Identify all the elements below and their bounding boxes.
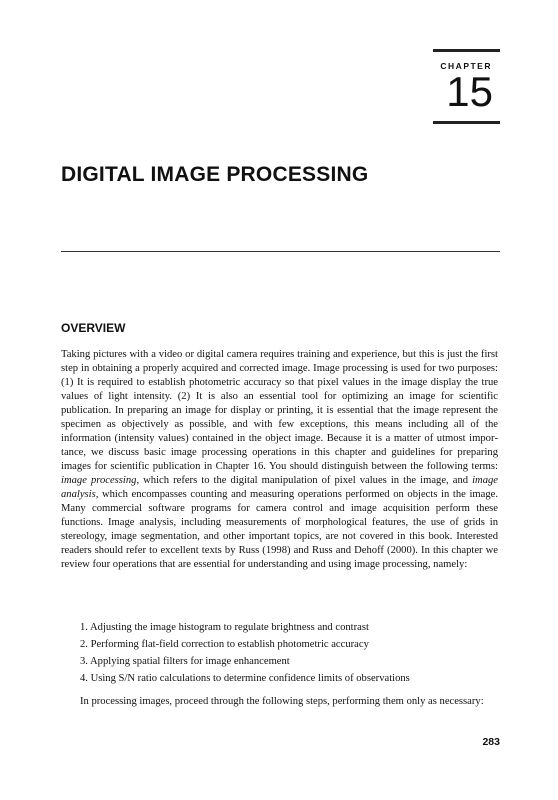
list-item: 3. Applying spatial filters for image enhancement: [80, 656, 290, 667]
chapter-top-rule: [433, 49, 500, 52]
chapter-bottom-rule: [433, 121, 500, 124]
overview-heading: OVERVIEW: [61, 321, 126, 335]
list-item: 4. Using S/N ratio calculations to determine confidence limits of observations: [80, 673, 410, 684]
page-number: 283: [482, 736, 500, 748]
chapter-number: 15: [446, 68, 493, 115]
chapter-label: CHAPTER: [440, 61, 492, 71]
operations-list: [80, 619, 500, 687]
title-divider: [61, 251, 500, 252]
list-item: 2. Performing flat-field correction to establish photometric accuracy: [80, 639, 369, 650]
steps-intro-paragraph: In processing images, proceed through the following steps, performing them only as necessary:: [80, 696, 484, 707]
chapter-title: DIGITAL IMAGE PROCESSING: [61, 163, 369, 186]
overview-paragraph: Taking pictures with a video or digital camera requires training and experience, but this is just the first step in obtaining a properly acquired and corrected image. Image processing is used for two purposes: (1) It is required to establish photometric accuracy so that pixel values in the image display the true values of light intensity. (2) It is also an essential tool for optimizing an image for scientific publication. In preparing an image for display or printing, it is essential that the image represent the specimen as objectively as possible, and with few exceptions, this means including all of the information (intensity values) contained in the object image. Because it is a matter of utmost importance, we discuss basic image processing operations in this chapter and guidelines for preparing images for scientific publication in Chapter 16. You should distinguish between the following terms: image processing, which refers to the digital manipulation of pixel values in the image, and image analysis, which encompasses counting and measuring operations performed on objects in the image. Many commercial software programs for camera control and image acquisition perform these functions. Image analysis, including measurements of morphological features, the use of grids in stereology, image segmentation, and other important topics, are not covered in this book. Interested readers should refer to excellent texts by Russ (1998) and Russ and Dehoff (2000). In this chapter we review four operations that are essential for understanding and using image processing, namely:: [61, 349, 498, 570]
list-item: 1. Adjusting the image histogram to regulate brightness and contrast: [80, 622, 369, 633]
